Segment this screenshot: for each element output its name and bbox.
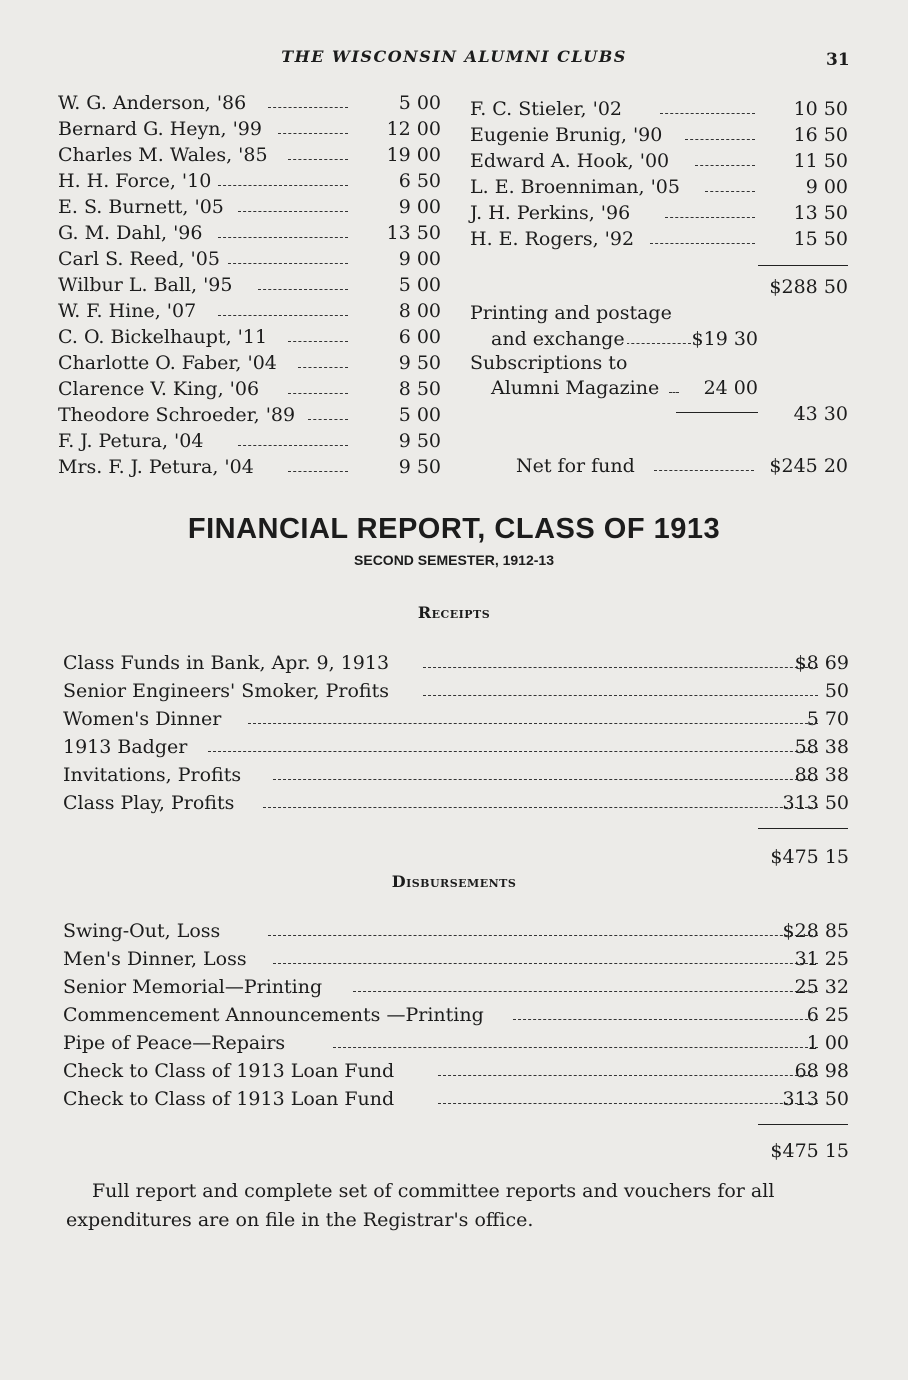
contributor-name: L. E. Broenniman, '05 <box>470 176 680 198</box>
dot-leader <box>695 165 755 166</box>
contributor-amount: 9 50 <box>398 352 441 374</box>
list-item <box>58 168 441 194</box>
table-row <box>63 918 849 944</box>
contributor-name: F. J. Petura, '04 <box>58 430 204 452</box>
list-item <box>470 226 848 252</box>
list-item <box>58 298 441 324</box>
contributor-name: H. H. Force, '10 <box>58 170 212 192</box>
receipt-label: 1913 Badger <box>63 736 188 758</box>
contributor-amount: 9 00 <box>805 176 848 198</box>
contributor-amount: 5 00 <box>398 404 441 426</box>
contributor-amount: 6 00 <box>398 326 441 348</box>
list-item <box>58 428 441 454</box>
list-item <box>58 350 441 376</box>
printing-amount: $19 30 <box>691 328 758 350</box>
printing-label-cont: and exchange <box>491 328 625 350</box>
contributor-amount: 15 50 <box>793 228 848 250</box>
receipt-amount: 5 70 <box>806 708 849 730</box>
contributor-name: Charlotte O. Faber, '04 <box>58 352 277 374</box>
receipt-amount: 313 50 <box>782 792 849 814</box>
contributor-name: Theodore Schroeder, '89 <box>58 404 296 426</box>
disbursement-amount: 1 00 <box>806 1032 849 1054</box>
expenses-amount: 43 30 <box>793 403 848 425</box>
contributor-name: W. G. Anderson, '86 <box>58 92 247 114</box>
receipt-amount: 50 <box>824 680 849 702</box>
dot-leader <box>665 217 755 218</box>
disbursements-total <box>740 1138 849 1164</box>
dot-leader <box>288 341 348 342</box>
list-item <box>58 246 441 272</box>
disbursement-label: Commencement Announcements —Printing <box>63 1004 484 1026</box>
table-row <box>63 734 849 760</box>
list-item <box>58 90 441 116</box>
contributor-amount: 9 00 <box>398 248 441 270</box>
list-item <box>58 194 441 220</box>
receipt-label: Women's Dinner <box>63 708 222 730</box>
dot-leader <box>273 963 818 964</box>
contributor-amount: 13 50 <box>386 222 441 244</box>
running-header: THE WISCONSIN ALUMNI CLUBS <box>281 47 627 66</box>
receipt-label: Class Play, Profits <box>63 792 235 814</box>
table-row <box>63 1086 849 1112</box>
receipt-amount: $8 69 <box>794 652 849 674</box>
list-item <box>58 220 441 246</box>
list-item <box>58 142 441 168</box>
disbursements-total-rule <box>758 1124 848 1125</box>
dot-leader <box>685 139 755 140</box>
list-item <box>58 376 441 402</box>
dot-leader <box>288 393 348 394</box>
contributor-name: G. M. Dahl, '96 <box>58 222 203 244</box>
dot-leader <box>238 211 348 212</box>
net-label: Net for fund <box>516 455 635 477</box>
table-row <box>63 790 849 816</box>
contributor-name: H. E. Rogers, '92 <box>470 228 635 250</box>
disbursement-amount: 31 25 <box>794 948 849 970</box>
receipts-heading: Receipts <box>417 603 491 622</box>
subscriptions-label-line1 <box>470 350 730 376</box>
table-row <box>63 706 849 732</box>
contributor-name: Carl S. Reed, '05 <box>58 248 220 270</box>
expenses-total <box>740 401 848 427</box>
table-row <box>63 650 849 676</box>
contributor-amount: 19 00 <box>386 144 441 166</box>
receipt-amount: 88 38 <box>794 764 849 786</box>
dot-leader <box>248 723 818 724</box>
receipt-label: Class Funds in Bank, Apr. 9, 1913 <box>63 652 390 674</box>
receipt-amount: 58 38 <box>794 736 849 758</box>
dot-leader <box>298 367 348 368</box>
contributor-name: J. H. Perkins, '96 <box>470 202 631 224</box>
contributor-amount: 9 50 <box>398 430 441 452</box>
footnote-line-2: expenditures are on file in the Registrar's office. <box>66 1209 534 1231</box>
contributor-name: Edward A. Hook, '00 <box>470 150 670 172</box>
dot-leader <box>208 751 818 752</box>
dot-leader <box>513 1019 818 1020</box>
contributor-name: Clarence V. King, '06 <box>58 378 260 400</box>
net-for-fund <box>516 453 848 479</box>
dot-leader <box>654 470 754 471</box>
list-item <box>58 116 441 142</box>
printing-label-line1 <box>470 300 730 326</box>
list-item <box>58 454 441 480</box>
contributor-amount: 5 00 <box>398 274 441 296</box>
dot-leader <box>669 392 679 393</box>
table-row <box>63 1030 849 1056</box>
footnote-line-1: Full report and complete set of committee reports and vouchers for all <box>92 1180 775 1202</box>
contributor-name: W. F. Hine, '07 <box>58 300 197 322</box>
dot-leader <box>228 263 348 264</box>
dot-leader <box>218 237 348 238</box>
contributor-amount: 5 00 <box>398 92 441 114</box>
subscriptions-amount: 24 00 <box>703 377 758 399</box>
contributor-amount: 9 50 <box>398 456 441 478</box>
disbursements-total-amount: $475 15 <box>770 1140 849 1162</box>
contributor-amount: 10 50 <box>793 98 848 120</box>
disbursement-amount: 68 98 <box>794 1060 849 1082</box>
table-row <box>63 946 849 972</box>
receipts-total-rule <box>758 828 848 829</box>
dot-leader <box>218 185 348 186</box>
printing-label: Printing and postage <box>470 302 672 324</box>
dot-leader <box>268 107 348 108</box>
list-item <box>58 324 441 350</box>
dot-leader <box>650 243 755 244</box>
disbursement-label: Check to Class of 1913 Loan Fund <box>63 1088 395 1110</box>
contributor-amount: 13 50 <box>793 202 848 224</box>
dot-leader <box>263 807 818 808</box>
contributor-name: C. O. Bickelhaupt, '11 <box>58 326 268 348</box>
list-item <box>470 174 848 200</box>
contributor-amount: 6 50 <box>398 170 441 192</box>
dot-leader <box>238 445 348 446</box>
contributor-name: F. C. Stieler, '02 <box>470 98 623 120</box>
printing-item <box>491 326 758 352</box>
disbursement-label: Senior Memorial—Printing <box>63 976 323 998</box>
contributor-amount: 9 00 <box>398 196 441 218</box>
list-item <box>58 402 441 428</box>
subtotal-rule <box>758 265 848 266</box>
disbursement-amount: 25 32 <box>794 976 849 998</box>
subscriptions-label-cont: Alumni Magazine <box>491 377 660 399</box>
contributor-name: Charles M. Wales, '85 <box>58 144 268 166</box>
contributor-amount: 8 50 <box>398 378 441 400</box>
dot-leader <box>423 695 818 696</box>
disbursements-heading: Disbursements <box>391 872 517 891</box>
disbursement-label: Pipe of Peace—Repairs <box>63 1032 286 1054</box>
receipts-total <box>740 844 849 870</box>
dot-leader <box>333 1047 818 1048</box>
dot-leader <box>660 113 755 114</box>
list-item <box>470 122 848 148</box>
footnote-paragraph <box>66 1177 856 1235</box>
table-row <box>63 1002 849 1028</box>
contributor-name: Wilbur L. Ball, '95 <box>58 274 233 296</box>
disbursement-label: Swing-Out, Loss <box>63 920 221 942</box>
disbursement-label: Men's Dinner, Loss <box>63 948 247 970</box>
subscriptions-label: Subscriptions to <box>470 352 628 374</box>
table-row <box>63 678 849 704</box>
list-item <box>470 148 848 174</box>
contributor-name: Eugenie Brunig, '90 <box>470 124 663 146</box>
dot-leader <box>288 159 348 160</box>
dot-leader <box>273 779 818 780</box>
list-item <box>470 96 848 122</box>
contributor-amount: 16 50 <box>793 124 848 146</box>
list-item <box>58 272 441 298</box>
contributor-amount: 12 00 <box>386 118 441 140</box>
dot-leader <box>308 419 348 420</box>
dot-leader <box>705 191 755 192</box>
table-row <box>63 762 849 788</box>
report-subtitle: SECOND SEMESTER, 1912-13 <box>354 552 554 568</box>
dot-leader <box>423 667 818 668</box>
disbursement-amount: 6 25 <box>806 1004 849 1026</box>
page-number: 31 <box>826 50 850 70</box>
report-title: FINANCIAL REPORT, CLASS OF 1913 <box>187 513 721 545</box>
contributor-name: Mrs. F. J. Petura, '04 <box>58 456 254 478</box>
contributor-amount: 11 50 <box>793 150 848 172</box>
subscriptions-item <box>491 375 758 401</box>
receipt-label: Senior Engineers' Smoker, Profits <box>63 680 389 702</box>
contributor-name: Bernard G. Heyn, '99 <box>58 118 262 140</box>
receipts-total-amount: $475 15 <box>770 846 849 868</box>
receipt-label: Invitations, Profits <box>63 764 242 786</box>
disbursement-amount: $28 85 <box>782 920 849 942</box>
contributor-amount: 8 00 <box>398 300 441 322</box>
dot-leader <box>288 471 348 472</box>
dot-leader <box>218 315 348 316</box>
net-amount: $245 20 <box>769 455 848 477</box>
dot-leader <box>353 991 818 992</box>
disbursement-label: Check to Class of 1913 Loan Fund <box>63 1060 395 1082</box>
disbursement-amount: 313 50 <box>782 1088 849 1110</box>
table-row <box>63 1058 849 1084</box>
dot-leader <box>268 935 818 936</box>
dot-leader <box>438 1075 818 1076</box>
total-amount: $288 50 <box>769 276 848 298</box>
dot-leader <box>438 1103 818 1104</box>
list-item <box>470 200 848 226</box>
table-row <box>63 974 849 1000</box>
dot-leader <box>621 343 691 344</box>
dot-leader <box>258 289 348 290</box>
contributor-name: E. S. Burnett, '05 <box>58 196 224 218</box>
contributions-total <box>740 274 848 300</box>
dot-leader <box>278 133 348 134</box>
